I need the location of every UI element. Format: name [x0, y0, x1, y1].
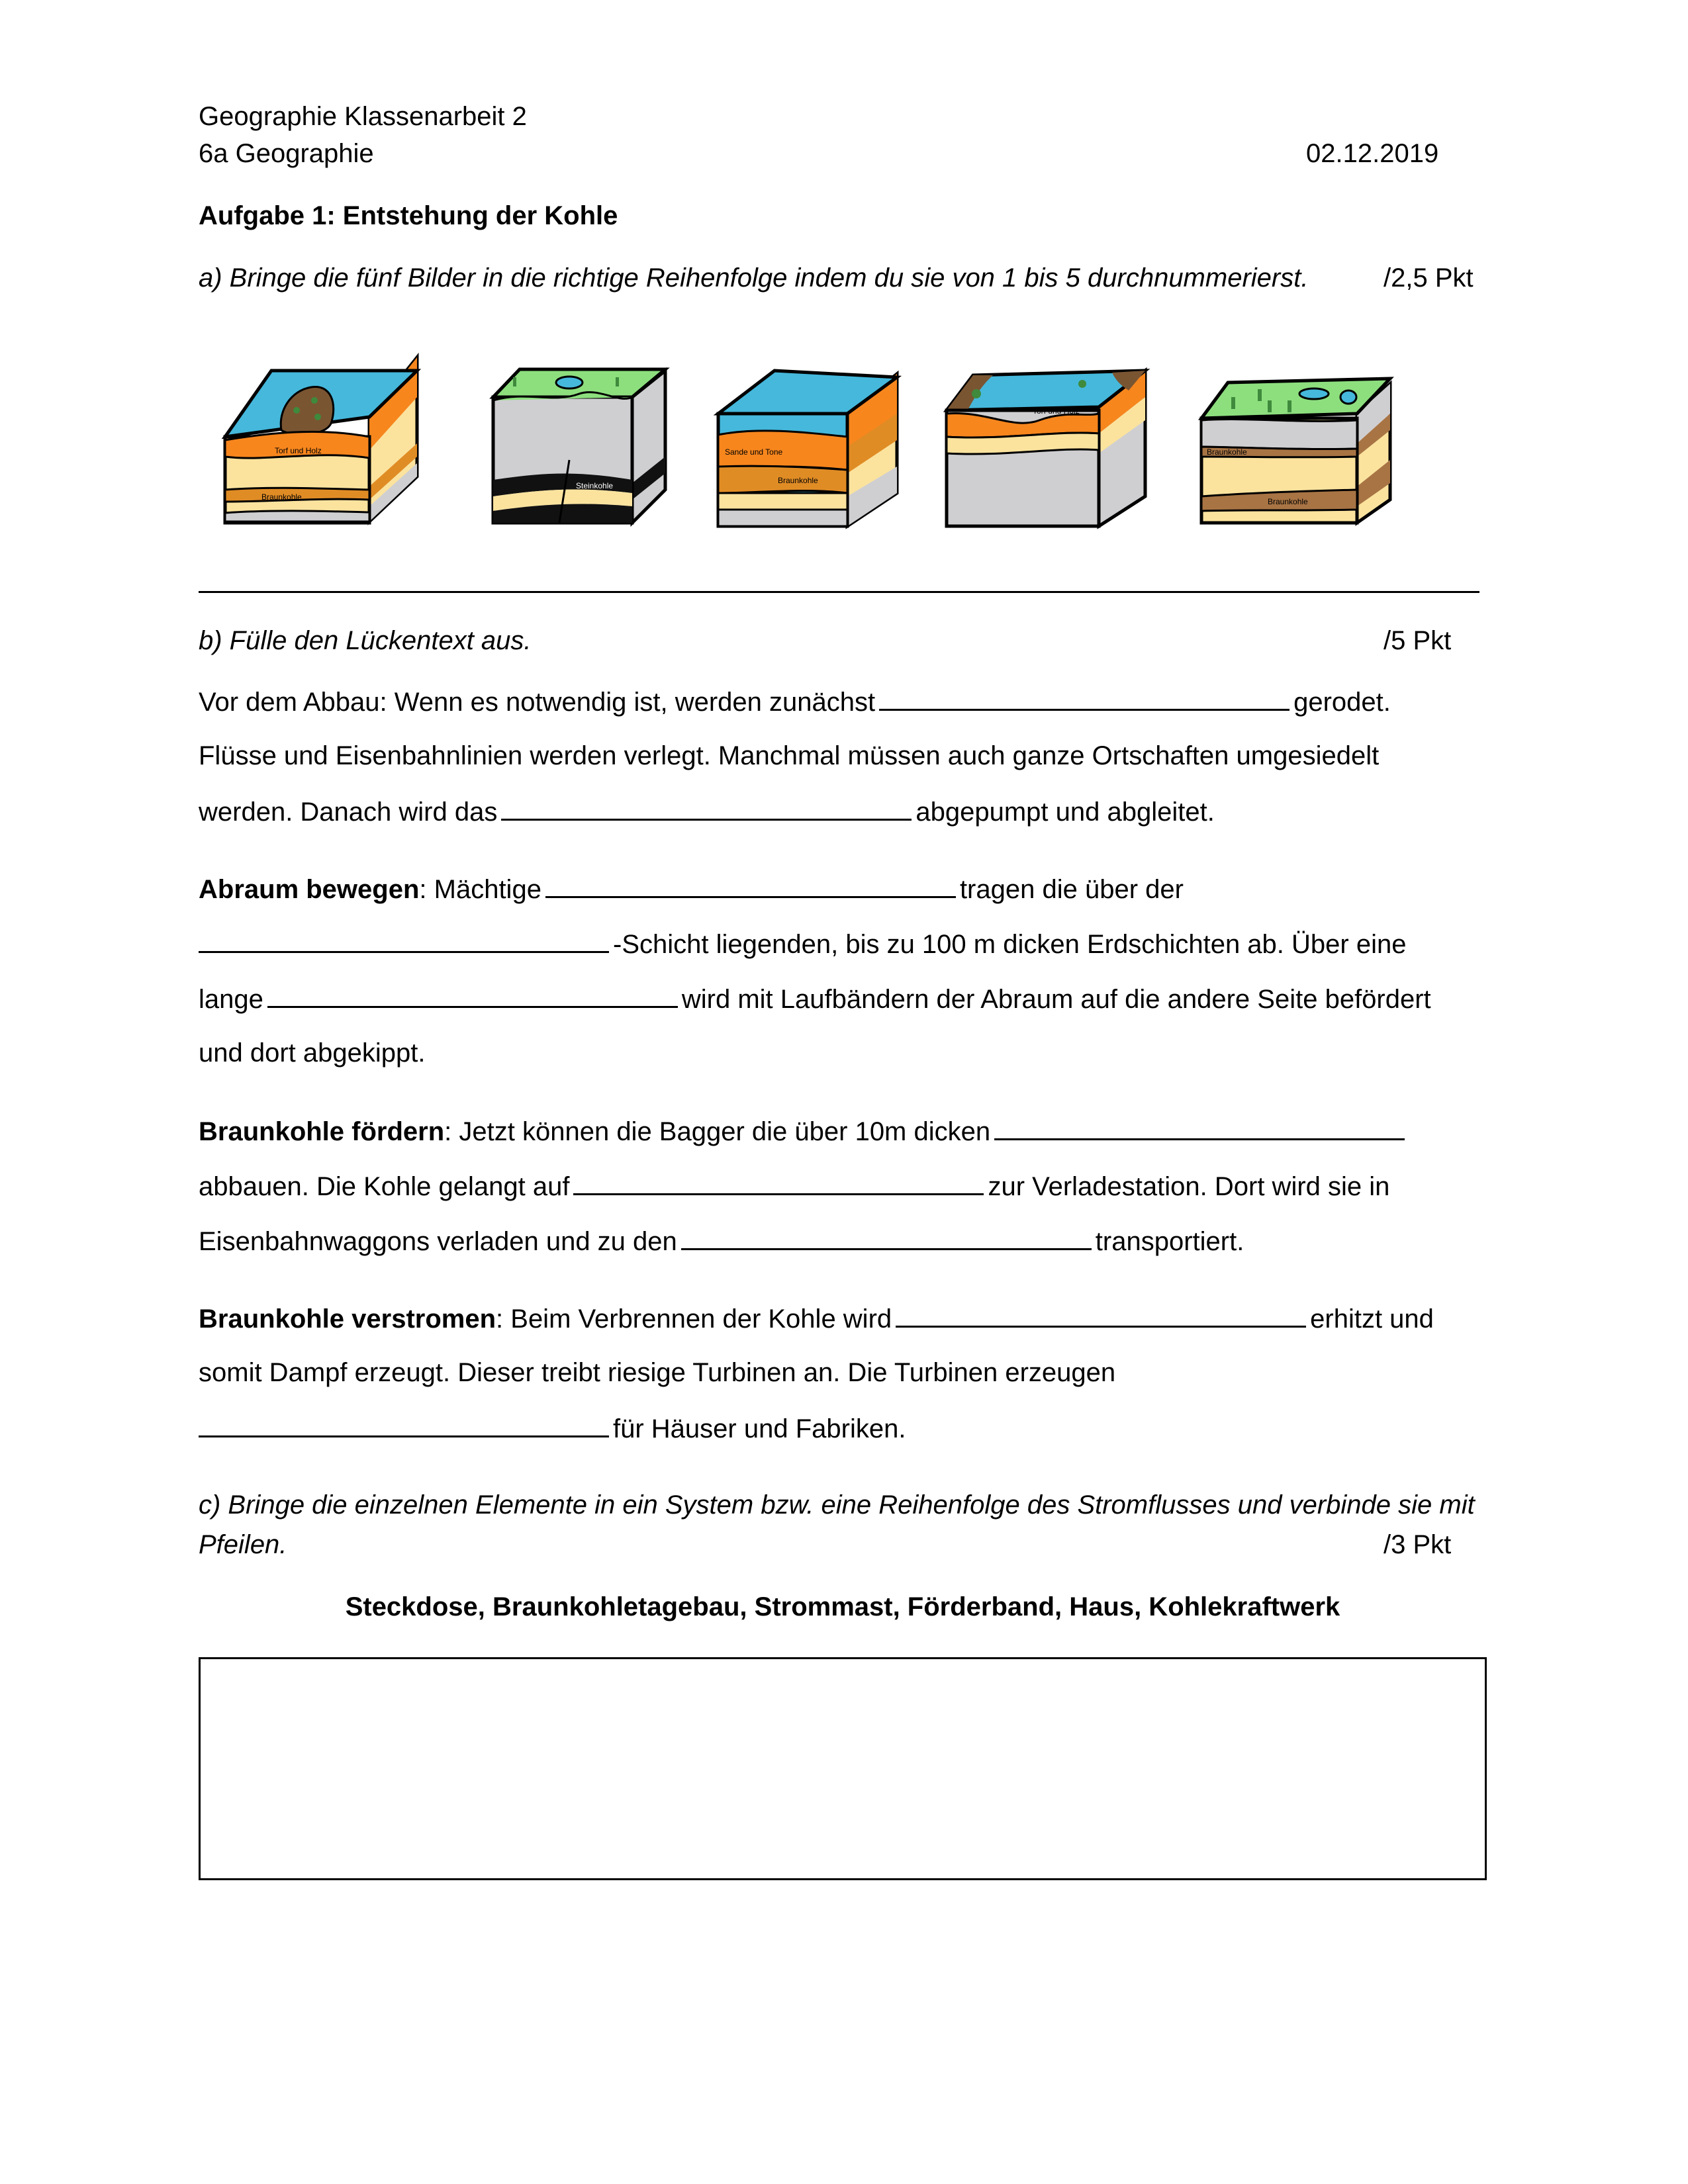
gap-text-line — [199, 1302, 1434, 1335]
layer-label: Braunkohle — [1207, 447, 1247, 457]
gap-text-line — [199, 1169, 1389, 1203]
geology-block-4 — [940, 361, 1152, 529]
geology-block-3 — [712, 361, 904, 529]
text: wird mit Laufbändern der Abraum auf die andere Seite befördert — [681, 985, 1431, 1014]
answer-blank[interactable] — [267, 982, 678, 1008]
answer-blank[interactable] — [199, 927, 609, 953]
text: Eisenbahnwaggons verladen und zu den — [199, 1227, 677, 1256]
text: zur Verladestation. Dort wird sie in — [988, 1172, 1390, 1201]
task-heading: Aufgabe 1: Entstehung der Kohle — [199, 201, 618, 230]
geology-block-2 — [487, 357, 672, 526]
gap-text-line — [199, 982, 1431, 1015]
gap-text-line — [199, 1115, 1409, 1148]
text: werden. Danach wird das — [199, 797, 498, 827]
gap-text-line — [199, 1412, 906, 1445]
exam-date: 02.12.2019 — [1306, 139, 1439, 168]
layer-label: Torf und Holz — [1033, 406, 1080, 416]
gap-text-line — [199, 795, 1215, 828]
layer-label: Sande und Tone — [725, 447, 783, 457]
text: tragen die über der — [959, 875, 1184, 904]
task-a-instruction: a) Bringe die fünf Bilder in die richtige Reihenfolge indem du sie von 1 bis 5 durchnummerierst. — [199, 263, 1309, 293]
elements-list: Steckdose, Braunkohletagebau, Strommast, Förderband, Haus, Kohlekraftwerk — [345, 1592, 1340, 1621]
layer-label: Torf und Holz — [275, 446, 322, 455]
document-title: Geographie Klassenarbeit 2 — [199, 102, 527, 131]
task-c-instruction: c) Bringe die einzelnen Elemente in ein System bzw. eine Reihenfolge des Stromflusses und verbinde sie mit — [199, 1490, 1475, 1520]
class-label: 6a Geographie — [199, 139, 374, 168]
answer-blank[interactable] — [681, 1224, 1092, 1250]
answer-box[interactable] — [199, 1657, 1487, 1880]
gap-text-line — [199, 1224, 1244, 1257]
answer-blank[interactable] — [896, 1302, 1306, 1328]
text: : Jetzt können die Bagger die über 10m dicken — [444, 1117, 991, 1146]
text: abgepumpt und abgleitet. — [915, 797, 1215, 827]
text: : Mächtige — [419, 875, 541, 904]
text: : Beim Verbrennen der Kohle wird — [496, 1304, 892, 1334]
text: transportiert. — [1095, 1227, 1244, 1256]
answer-line-order[interactable] — [199, 591, 1479, 593]
text: gerodet. — [1293, 688, 1391, 717]
layer-label: Braunkohle — [778, 476, 818, 485]
task-c-points: /3 Pkt — [1383, 1530, 1452, 1559]
answer-blank[interactable] — [199, 1412, 609, 1437]
gap-text-line: und dort abgekippt. — [199, 1038, 426, 1068]
text: -Schicht liegenden, bis zu 100 m dicken Erdschichten ab. Über eine — [613, 930, 1407, 959]
gap-text-line: somit Dampf erzeugt. Dieser treibt riesige Turbinen an. Die Turbinen erzeugen — [199, 1358, 1116, 1387]
text: abbauen. Die Kohle gelangt auf — [199, 1172, 570, 1201]
gap-text-line: Flüsse und Eisenbahnlinien werden verlegt. Manchmal müssen auch ganze Ortschaften umgesiedelt — [199, 741, 1380, 770]
text: Vor dem Abbau: Wenn es notwendig ist, werden zunächst — [199, 688, 876, 717]
layer-label: Steinkohle — [576, 481, 614, 490]
geology-block-5 — [1195, 364, 1393, 529]
text: erhitzt und — [1310, 1304, 1434, 1334]
gap-text-line — [199, 872, 1184, 905]
paragraph-title: Abraum bewegen — [199, 875, 420, 904]
task-a-points: /2,5 Pkt — [1383, 263, 1474, 293]
text: für Häuser und Fabriken. — [613, 1414, 906, 1443]
gap-text-line — [199, 927, 1406, 960]
task-b-instruction: b) Fülle den Lückentext aus. — [199, 626, 532, 655]
answer-blank[interactable] — [994, 1115, 1405, 1140]
geology-block-1 — [218, 351, 424, 526]
layer-label: Braunkohle — [261, 492, 302, 502]
paragraph-title: Braunkohle verstromen — [199, 1304, 496, 1334]
task-b-points: /5 Pkt — [1383, 626, 1452, 655]
answer-blank[interactable] — [545, 872, 956, 898]
paragraph-title: Braunkohle fördern — [199, 1117, 445, 1146]
answer-blank[interactable] — [879, 685, 1289, 711]
gap-text-line — [199, 685, 1391, 718]
answer-blank[interactable] — [573, 1169, 984, 1195]
text: lange — [199, 985, 263, 1014]
layer-label: Braunkohle — [1268, 497, 1308, 506]
answer-blank[interactable] — [501, 795, 912, 821]
task-c-instruction-cont: Pfeilen. — [199, 1530, 287, 1559]
